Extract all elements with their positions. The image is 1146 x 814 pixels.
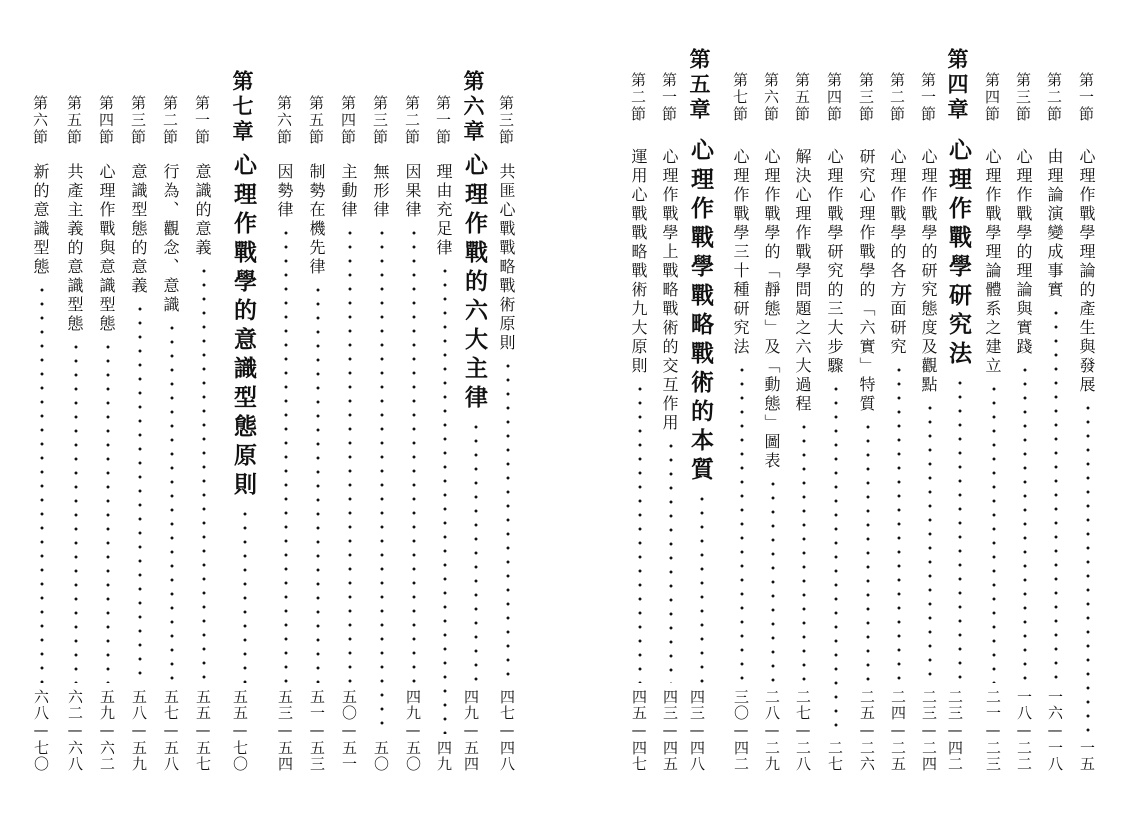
leader-dots: [866, 420, 870, 683]
section-title: 共產主義的意識型態: [65, 163, 84, 334]
toc-section-entry: [98, 0, 118, 814]
leader-dots: [74, 340, 78, 683]
page-range: 五〇: [372, 740, 390, 772]
page-range: 二四—二五: [889, 689, 907, 772]
page-range: 四五—四七: [630, 689, 648, 772]
leader-dots: [1054, 306, 1058, 683]
leader-dots: [834, 382, 838, 734]
page-range: 二八—二九: [763, 689, 781, 772]
section-number: 第二節: [1045, 72, 1063, 123]
leader-dots: [412, 226, 416, 683]
section-number: 第三節: [371, 95, 389, 146]
toc-chapter-entry: [462, 0, 490, 814]
section-number: 第二節: [403, 95, 421, 146]
page-range: 五九—六二: [98, 689, 116, 772]
toc-section-entry: [984, 0, 1004, 814]
leader-dots: [506, 359, 510, 683]
toc-section-entry: [826, 0, 846, 814]
leader-dots: [638, 382, 642, 683]
leader-dots: [1023, 363, 1027, 683]
leader-dots: [740, 363, 744, 683]
section-number: 第六節: [762, 72, 780, 123]
page-gutter: [560, 0, 580, 814]
toc-section-entry: [372, 0, 392, 814]
section-title: 心理作戰學的各方面研究: [888, 148, 907, 357]
section-number: 第二節: [888, 72, 906, 123]
section-number: 第五節: [793, 72, 811, 123]
section-title: 制勢在機先律: [307, 163, 326, 277]
section-number: 第二節: [161, 95, 179, 146]
leader-dots: [316, 283, 320, 683]
chapter-title: 心理作戰學研究法: [945, 138, 971, 370]
chapter-number: 第六章: [461, 70, 485, 145]
leader-dots: [380, 226, 384, 734]
section-number: 第一節: [434, 95, 452, 146]
toc-section-entry: [498, 0, 518, 814]
toc-section-entry: [32, 0, 52, 814]
leader-dots: [474, 420, 478, 683]
section-title: 意識的意義: [193, 163, 212, 258]
page-range: 二三—二四: [920, 689, 938, 772]
page-range: 一八—二二: [1015, 689, 1033, 772]
page-range: 五八—五九: [130, 689, 148, 772]
page-range: 四三—四八: [688, 689, 706, 772]
leader-dots: [669, 439, 673, 683]
section-title: 運用心戰戰略戰術九大原則: [629, 148, 648, 376]
right-page: [580, 0, 1146, 814]
section-title: 心理作戰學理論體系之建立: [983, 148, 1002, 376]
toc-section-entry: [1046, 0, 1066, 814]
section-title: 研究心理作戰學的「六實」特質: [857, 148, 876, 414]
leader-dots: [202, 264, 206, 683]
section-number: 第四節: [339, 95, 357, 146]
section-number: 第一節: [1077, 72, 1095, 123]
leader-dots: [771, 477, 775, 683]
section-number: 第一節: [193, 95, 211, 146]
toc-section-entry: [276, 0, 296, 814]
page-range: 六二—六八: [66, 689, 84, 772]
leader-dots: [802, 420, 806, 683]
section-number: 第三節: [1014, 72, 1032, 123]
section-number: 第三節: [497, 95, 515, 146]
page-range: 四九—五〇: [404, 689, 422, 772]
page-range: 五七—五八: [162, 689, 180, 772]
leader-dots: [992, 382, 996, 683]
section-number: 第一節: [919, 72, 937, 123]
section-title: 由理論演變成事實: [1045, 148, 1064, 300]
chapter-number: 第七章: [230, 70, 254, 145]
section-number: 第四節: [97, 95, 115, 146]
page-range: 四九: [435, 740, 453, 772]
section-title: 心理作戰與意識型態: [97, 163, 116, 334]
section-title: 理由充足律: [434, 163, 453, 258]
chapter-title: 心理作戰學的意識型態原則: [230, 153, 256, 501]
page-range: 一六—一八: [1046, 689, 1064, 772]
toc-section-entry: [763, 0, 783, 814]
leader-dots: [348, 226, 352, 683]
section-title: 因果律: [403, 163, 422, 220]
toc-section-entry: [732, 0, 752, 814]
page-range: 五一—五三: [308, 689, 326, 772]
section-number: 第四節: [983, 72, 1001, 123]
section-title: 意識型態的意義: [129, 163, 148, 296]
section-title: 心理作戰學的理論與實踐: [1014, 148, 1033, 357]
page-range: 二七: [826, 740, 844, 772]
toc-section-entry: [308, 0, 328, 814]
section-title: 主動律: [339, 163, 358, 220]
section-title: 心理作戰學研究的三大步驟: [825, 148, 844, 376]
toc-section-entry: [1078, 0, 1098, 814]
page-range: 二七—二八: [794, 689, 812, 772]
page-range: 五〇—五一: [340, 689, 358, 772]
page-range: 四七—四八: [498, 689, 516, 772]
toc-section-entry: [340, 0, 360, 814]
toc-section-entry: [194, 0, 214, 814]
section-title: 因勢律: [275, 163, 294, 220]
section-title: 解決心理作戰學問題之六大過程: [793, 148, 812, 414]
section-title: 心理作戰學三十種研究法: [731, 148, 750, 357]
page-range: 六八—七〇: [32, 689, 50, 772]
page-range: 五五—五七: [194, 689, 212, 772]
section-title: 心理作戰學的研究態度及觀點: [919, 148, 938, 395]
section-number: 第五節: [307, 95, 325, 146]
toc-chapter-entry: [946, 0, 974, 814]
page-range: 一五: [1078, 740, 1096, 772]
section-number: 第六節: [31, 95, 49, 146]
leader-dots: [928, 401, 932, 683]
chapter-title: 心理作戰學戰略戰術的本質: [687, 138, 713, 486]
leader-dots: [243, 507, 247, 683]
toc-section-entry: [661, 0, 681, 814]
toc-chapter-entry: [688, 0, 716, 814]
section-number: 第三節: [129, 95, 147, 146]
leader-dots: [443, 264, 447, 734]
toc-section-entry: [920, 0, 940, 814]
leader-dots: [138, 302, 142, 683]
page-range: 五五—七〇: [231, 689, 249, 772]
section-number: 第五節: [65, 95, 83, 146]
leader-dots: [284, 226, 288, 683]
chapter-title: 心理作戰的六大主律: [461, 153, 487, 414]
leader-dots: [897, 363, 901, 683]
section-title: 心理作戰學理論的產生與發展: [1077, 148, 1096, 395]
toc-section-entry: [630, 0, 650, 814]
leader-dots: [1086, 401, 1090, 734]
leader-dots: [958, 376, 962, 683]
section-number: 第一節: [660, 72, 678, 123]
section-title: 無形律: [371, 163, 390, 220]
leader-dots: [170, 321, 174, 683]
page-range: 二一—二三: [984, 689, 1002, 772]
chapter-number: 第五章: [687, 48, 711, 123]
toc-section-entry: [162, 0, 182, 814]
page-range: 二三—四二: [946, 689, 964, 772]
section-number: 第七節: [731, 72, 749, 123]
toc-section-entry: [794, 0, 814, 814]
left-page: [0, 0, 560, 814]
page-range: 三〇—四二: [732, 689, 750, 772]
section-number: 第六節: [275, 95, 293, 146]
page-range: 四三—四五: [661, 689, 679, 772]
leader-dots: [106, 340, 110, 683]
section-number: 第三節: [857, 72, 875, 123]
page-range: 四九—五四: [462, 689, 480, 772]
page-range: 二五—二六: [858, 689, 876, 772]
toc-section-entry: [404, 0, 424, 814]
section-title: 心理作戰學上戰略戰術的交互作用: [660, 148, 679, 433]
section-number: 第四節: [825, 72, 843, 123]
section-title: 心理作戰學的「靜態」及「動態」圖表: [762, 148, 781, 471]
section-title: 新的意識型態: [31, 163, 50, 277]
section-number: 第二節: [629, 72, 647, 123]
toc-section-entry: [858, 0, 878, 814]
section-title: 共匪心戰戰略戰術原則: [497, 163, 516, 353]
toc-section-entry: [889, 0, 909, 814]
section-title: 行為、觀念、意識: [161, 163, 180, 315]
page-range: 五三—五四: [276, 689, 294, 772]
toc-section-entry: [1015, 0, 1035, 814]
toc-section-entry: [435, 0, 455, 814]
leader-dots: [700, 492, 704, 683]
toc-section-entry: [66, 0, 86, 814]
chapter-number: 第四章: [945, 48, 969, 123]
toc-section-entry: [130, 0, 150, 814]
toc-chapter-entry: [231, 0, 259, 814]
leader-dots: [40, 283, 44, 683]
